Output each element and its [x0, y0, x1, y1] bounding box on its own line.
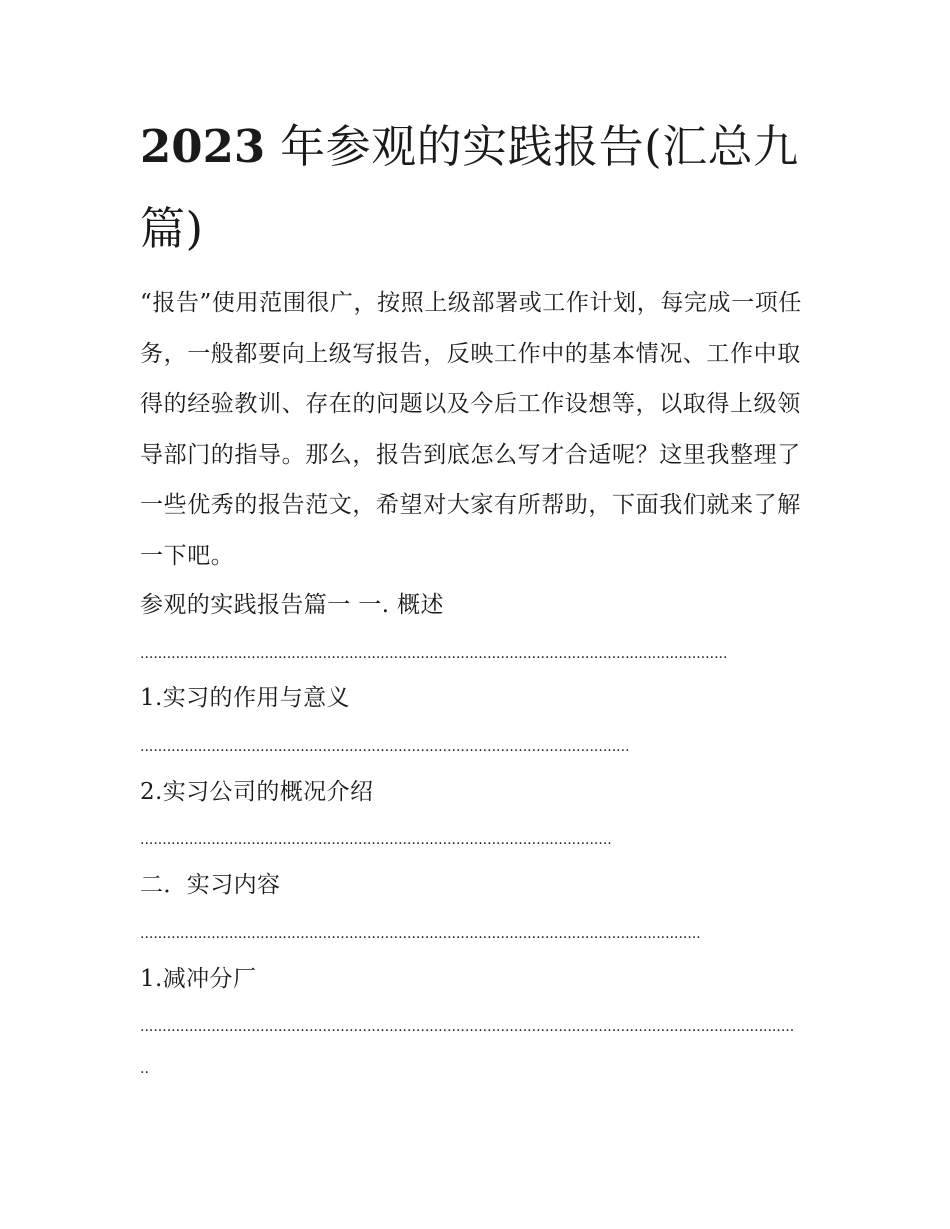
- toc-dot-leader: ..............................................................................................................................: [140, 926, 701, 942]
- toc-dot-leader: ....................................................................................................................................: [140, 646, 728, 662]
- toc-dot-leader: ..............................................................................................................: [140, 739, 630, 755]
- document-title: [140, 106, 820, 270]
- toc-section-heading: 参观的实践报告篇一 一. 概述: [140, 592, 444, 618]
- toc-item: 1.实习的作用与意义: [140, 685, 350, 711]
- intro-paragraph: “报告”使用范围很广，按照上级部署或工作计划，每完成一项任务，一般都要向上级写报告，反映工作中的基本情况、工作中取得的经验教训、存在的问题以及今后工作设想等，以取得上级领导部门的指导。那么，报告到底怎么写才合适呢？这里我整理了一些优秀的报告范文，希望对大家有所帮助，下面我们就来了解一下吧。: [140, 290, 802, 569]
- title-text: 年参观的实践报告(汇总九篇): [140, 120, 799, 255]
- title-year: 2023: [140, 120, 266, 173]
- toc-item: 2.实习公司的概况介绍: [140, 779, 374, 805]
- toc-dot-leader: ...................................................................................................................................................: [140, 1019, 795, 1035]
- toc-item: 二．实习内容: [140, 872, 281, 898]
- toc-dot-leader: ..........................................................................................................: [140, 832, 612, 848]
- toc-dot-leader: ..: [140, 1061, 149, 1077]
- toc-item: 1.减冲分厂: [140, 966, 257, 992]
